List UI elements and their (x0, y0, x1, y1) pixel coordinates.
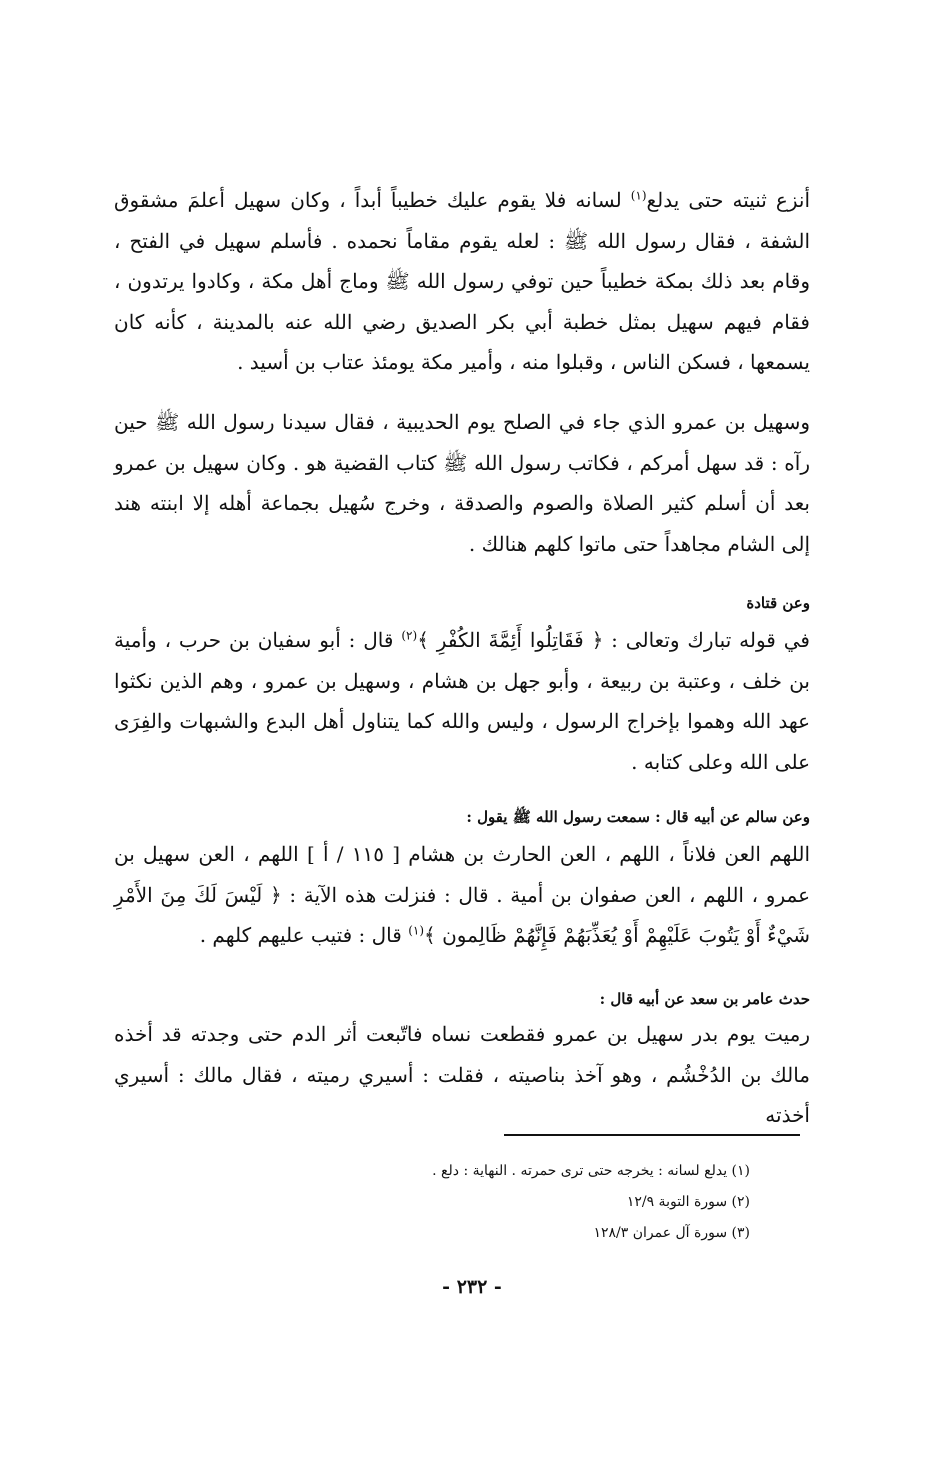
paragraph-text: قال : فتيب عليهم كلهم . (199, 923, 409, 947)
paragraph-text: لسانه فلا يقوم عليك خطيباً أبداً ، وكان سهيل أعلمَ مشقوق الشفة ، فقال رسول الله ﷺ : لعله يقوم مقاماً نحمده . فأسلم سهيل في الفتح ، وقام بعد ذلك بمكة خطيباً حين توفي رسول الله ﷺ وماج أهل مكة ، وكادوا يرتدون ، فقام فيهم سهيل بمثل خطبة أبي بكر الصديق رضي الله عنه بالمدينة ، كأنه كان يسمعها ، فسكن الناس ، وقبلوا منه ، وأمير مكة يومئذ عتاب بن أسيد . (114, 188, 810, 374)
footnote-1: (١) يدلع لسانه : يخرجه حتى ترى حمرته . النهاية : دلع . (432, 1163, 750, 1179)
paragraph-sohail-speech (114, 180, 810, 383)
paragraph-hudaybiyyah: وسهيل بن عمرو الذي جاء في الصلح يوم الحديبية ، فقال سيدنا رسول الله ﷺ حين رآه : قد سهل أمركم ، فكاتب رسول الله ﷺ كتاب القضية هو . وكان سهيل بن عمرو بعد أن أسلم كثير الصلاة والصوم والصدقة ، وخرج سُهيل بجماعة أهله إلا ابنته هند إلى الشام مجاهداً حتى ماتوا كلهم هنالك . (114, 410, 810, 556)
narration-heading-salim: وعن سالم عن أبيه قال : سمعت رسول الله ﷺ يقول : (466, 808, 810, 826)
footnote-ref-1: (١) (630, 188, 647, 203)
footnote-2: (٢) سورة التوبة ١٢/٩ (626, 1194, 750, 1210)
paragraph-salim (114, 834, 810, 956)
paragraph-qatada (114, 620, 810, 782)
paragraph-text: اللهم العن فلاناً ، اللهم ، العن الحارث بن هشام [ ١١٥ / أ ] اللهم ، العن سهيل بن عمرو ، اللهم ، العن صفوان بن أمية . قال : فنزلت هذه الآية : ﴿ لَيْسَ لَكَ مِنَ الأَمْرِ شَيْءٌ أَوْ يَتُوبَ عَلَيْهِمْ أَوْ يُعَذِّبَهُمْ فَإِنَّهُمْ ظَالِمون ﴾ (114, 842, 811, 947)
narration-heading-qatada: وعن قتادة (746, 594, 810, 612)
paragraph-badr: رميت يوم بدر سهيل بن عمرو فقطعت نساه فاتّبعت أثر الدم حتى وجدته قد أخذه مالك بن الدُخْشُم ، وهو آخذ بناصيته ، فقلت : أسيري رميته ، فقال مالك : أسيري أخذته (114, 1022, 810, 1127)
footnote-ref-3: (١) (408, 923, 425, 938)
paragraph-text: في قوله تبارك وتعالى : ﴿ فَقَاتِلُوا أَئِمَّةَ الكُفْرِ ﴾ (417, 628, 810, 652)
footnote-divider (504, 1134, 800, 1136)
footnote-3: (٣) سورة آل عمران ١٢٨/٣ (593, 1225, 750, 1241)
paragraph-text: أنزع ثنيته حتى يدلع (646, 188, 810, 212)
footnote-ref-2: (٢) (401, 628, 418, 643)
page-number: - ٢٣٢ - (442, 1276, 502, 1298)
footnotes (250, 1156, 750, 1249)
narration-heading-amir: حدث عامر بن سعد عن أبيه قال : (599, 990, 810, 1008)
paragraph-text: قال : أبو سفيان بن حرب ، وأمية بن خلف ، وعتبة بن ربيعة ، وأبو جهل بن هشام ، وسهيل بن عمرو ، وهم الذين نكثوا عهد الله وهموا بإخراج الرسول ، وليس والله كما يتناول أهل البدع والشبهات والفِرَى على الله وعلى كتابه . (114, 628, 811, 774)
